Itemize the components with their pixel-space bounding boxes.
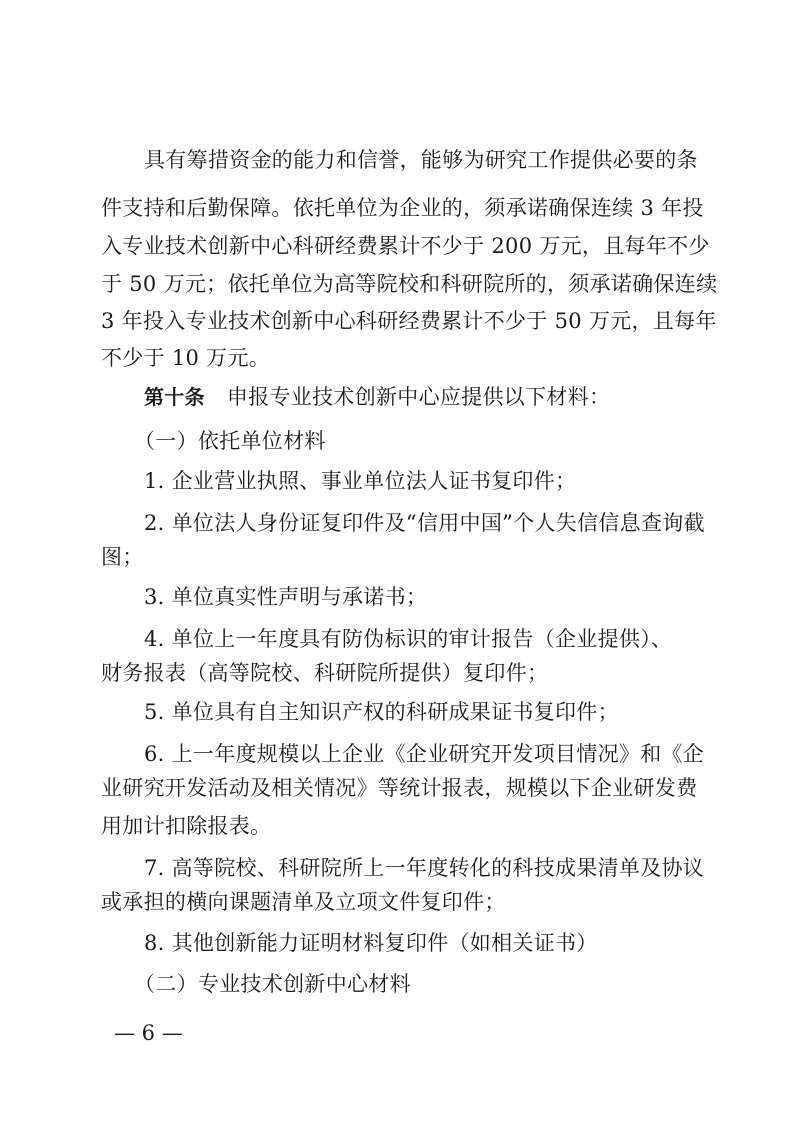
text-line: 具有筹措资金的能力和信誉，能够为研究工作提供必要的条 xyxy=(144,148,698,172)
text-line: 3 年投入专业技术创新中心科研经费累计不少于 50 万元，且每年 xyxy=(101,309,717,333)
text-line: 于 50 万元；依托单位为高等院校和科研院所的，须承诺确保连续 xyxy=(101,272,718,296)
list-item: 7. 高等院校、科研院所上一年度转化的科技成果清单及协议 xyxy=(144,856,705,880)
article-text: 申报专业技术创新中心应提供以下材料： xyxy=(226,385,611,409)
list-item-continuation: 用加计扣除报表。 xyxy=(101,814,272,838)
article-label: 第十条 xyxy=(144,385,205,409)
text-line: 件支持和后勤保障。依托单位为企业的，须承诺确保连续 3 年投 xyxy=(101,196,704,220)
list-item: 4. 单位上一年度具有防伪标识的审计报告（企业提供）、 xyxy=(144,627,673,651)
list-item-continuation: 图； xyxy=(101,545,144,569)
page-number: — 6 — xyxy=(114,1021,183,1045)
list-item: 2. 单位法人身份证复印件及“信用中国”个人失信信息查询截 xyxy=(144,511,705,535)
list-item: 5. 单位具有自主知识产权的科研成果证书复印件； xyxy=(144,700,619,724)
text-line: 不少于 10 万元。 xyxy=(101,346,271,370)
list-item: 3. 单位真实性声明与承诺书； xyxy=(144,585,428,609)
list-item: 8. 其他创新能力证明材料复印件（如相关证书） xyxy=(144,931,598,955)
list-item: 1. 企业营业执照、事业单位法人证书复印件； xyxy=(144,469,577,493)
section-heading: （一）依托单位材料 xyxy=(134,429,326,453)
section-heading: （二）专业技术创新中心材料 xyxy=(134,972,411,996)
list-item-continuation: 财务报表（高等院校、科研院所提供）复印件； xyxy=(101,661,549,685)
article-ten xyxy=(144,382,610,412)
list-item: 6. 上一年度规模以上企业《企业研究开发项目情况》和《企 xyxy=(144,742,705,766)
list-item-continuation: 或承担的横向课题清单及立项文件复印件； xyxy=(101,890,506,914)
list-item-continuation: 业研究开发活动及相关情况》等统计报表，规模以下企业研发费 xyxy=(101,776,698,800)
text-line: 入专业技术创新中心科研经费累计不少于 200 万元，且每年不少 xyxy=(101,234,710,258)
